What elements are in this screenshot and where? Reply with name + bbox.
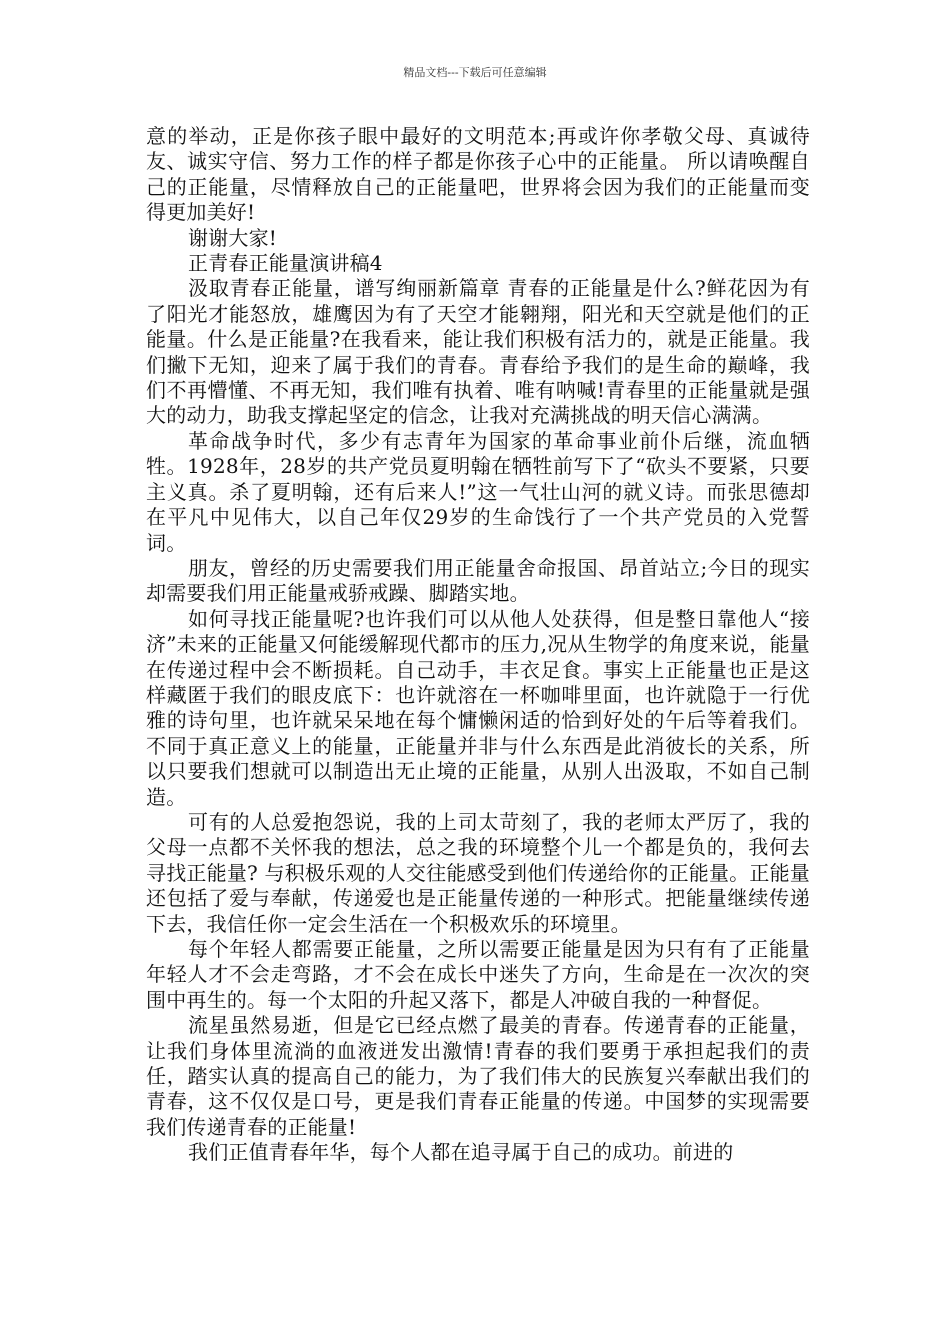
paragraph: 如何寻找正能量呢?也许我们可以从他人处获得，但是整日靠他人“接济”未来的正能量又何能缓解现代都市的压力,况从生物学的角度来说，能量在传递过程中会不断损耗。自己动手，丰衣足食。事实上正能量也正是这样藏匿于我们的眼皮底下：也许就溶在一杯咖啡里面，也许就隐于一行优雅的诗句里，也许就呆呆地在每个慵懒闲适的恰到好处的午后等着我们。不同于真正意义上的能量，正能量并非与什么东西是此消彼长的关系，所以只要我们想就可以制造出无止境的正能量，从别人出汲取，不如自己制造。 <box>146 606 810 809</box>
paragraph: 谢谢大家! <box>188 225 278 250</box>
paragraph: 朋友，曾经的历史需要我们用正能量舍命报国、昂首站立;今日的现实却需要我们用正能量戒骄戒躁、脚踏实地。 <box>146 555 810 606</box>
section-title: 正青春正能量演讲稿4 <box>188 251 383 276</box>
paragraph: 每个年轻人都需要正能量，之所以需要正能量是因为只有有了正能量年轻人才不会走弯路，才不会在成长中迷失了方向，生命是在一次次的突围中再生的。每一个太阳的升起又落下，都是人冲破自我的一种督促。 <box>146 937 810 1012</box>
paragraph: 革命战争时代，多少有志青年为国家的革命事业前仆后继，流血牺牲。1928年，28岁的共产党员夏明翰在牺牲前写下了“砍头不要紧，只要主义真。杀了夏明翰，还有后来人!”这一气壮山河的就义诗。而张思德却在平凡中见伟大，以自己年仅29岁的生命饯行了一个共产党员的入党誓词。 <box>146 428 810 555</box>
paragraph: 可有的人总爱抱怨说，我的上司太苛刻了，我的老师太严厉了，我的父母一点都不关怀我的想法，总之我的环境整个儿一个都是负的，我何去寻找正能量? 与积极乐观的人交往能感受到他们传递给你的正能量。正能量还包括了爱与奉献，传递爱也是正能量传递的一种形式。把能量继续传递下去，我信任你一定会生活在一个积极欢乐的环境里。 <box>146 809 810 936</box>
paragraph: 汲取青春正能量，谱写绚丽新篇章 青春的正能量是什么?鲜花因为有了阳光才能怒放，雄鹰因为有了天空才能翱翔，阳光和天空就是他们的正能量。什么是正能量?在我看来，能让我们积极有活力的，就是正能量。我们撇下无知，迎来了属于我们的青春。青春给予我们的是生命的巅峰，我们不再懵懂、不再无知，我们唯有执着、唯有呐喊!青春里的正能量就是强大的动力，助我支撑起坚定的信念，让我对充满挑战的明天信心满满。 <box>146 276 810 428</box>
paragraph: 流星虽然易逝，但是它已经点燃了最美的青春。传递青春的正能量，让我们身体里流淌的血液迸发出激情!青春的我们要勇于承担起我们的责任，踏实认真的提高自己的能力，为了我们伟大的民族复兴奉献出我们的青春，这不仅仅是口号，更是我们青春正能量的传递。中国梦的实现需要我们传递青春的正能量! <box>146 1013 810 1139</box>
paragraph: 我们正值青春年华，每个人都在追寻属于自己的成功。前进的 <box>188 1140 734 1165</box>
document-body <box>146 124 810 1166</box>
page-header: 精品文档---下载后可任意编辑 <box>403 66 547 79</box>
paragraph: 意的举动，正是你孩子眼中最好的文明范本;再或许你孝敬父母、真诚待友、诚实守信、努力工作的样子都是你孩子心中的正能量。 所以请唤醒自己的正能量，尽情释放自己的正能量吧，世界将会因为我们的正能量而变得更加美好! <box>146 124 810 225</box>
